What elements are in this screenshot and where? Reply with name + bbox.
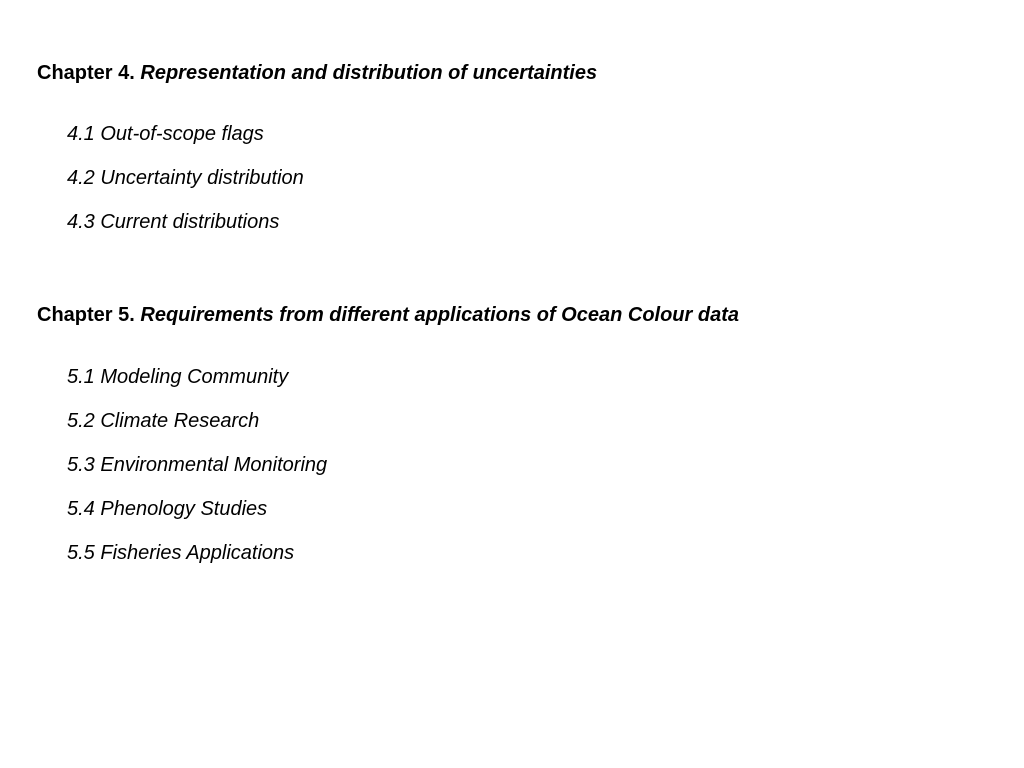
chapter-4-separator: .: [129, 62, 135, 84]
section-5-4: 5.4 Phenology Studies: [67, 498, 268, 520]
section-5-1: 5.1 Modeling Community: [67, 366, 289, 388]
chapter-5-separator: .: [129, 304, 135, 326]
section-4-3: 4.3 Current distributions: [67, 211, 280, 233]
chapter-4-heading: [37, 61, 597, 85]
chapter-4-section-list: [67, 122, 304, 254]
section-4-1: 4.1 Out-of-scope flags: [67, 123, 264, 145]
chapter-5-label: Chapter 5: [37, 304, 130, 326]
section-5-3: 5.3 Environmental Monitoring: [67, 454, 328, 476]
section-5-5: 5.5 Fisheries Applications: [67, 542, 295, 564]
chapter-5-heading: [37, 303, 739, 327]
chapter-4-label: Chapter 4: [37, 62, 130, 84]
chapter-4-title: Representation and distribution of uncertainties: [140, 62, 598, 84]
chapter-5-section-list: [67, 365, 327, 585]
section-5-2: 5.2 Climate Research: [67, 410, 260, 432]
chapter-5-title: Requirements from different applications of Ocean Colour data: [140, 304, 739, 326]
section-4-2: 4.2 Uncertainty distribution: [67, 167, 304, 189]
